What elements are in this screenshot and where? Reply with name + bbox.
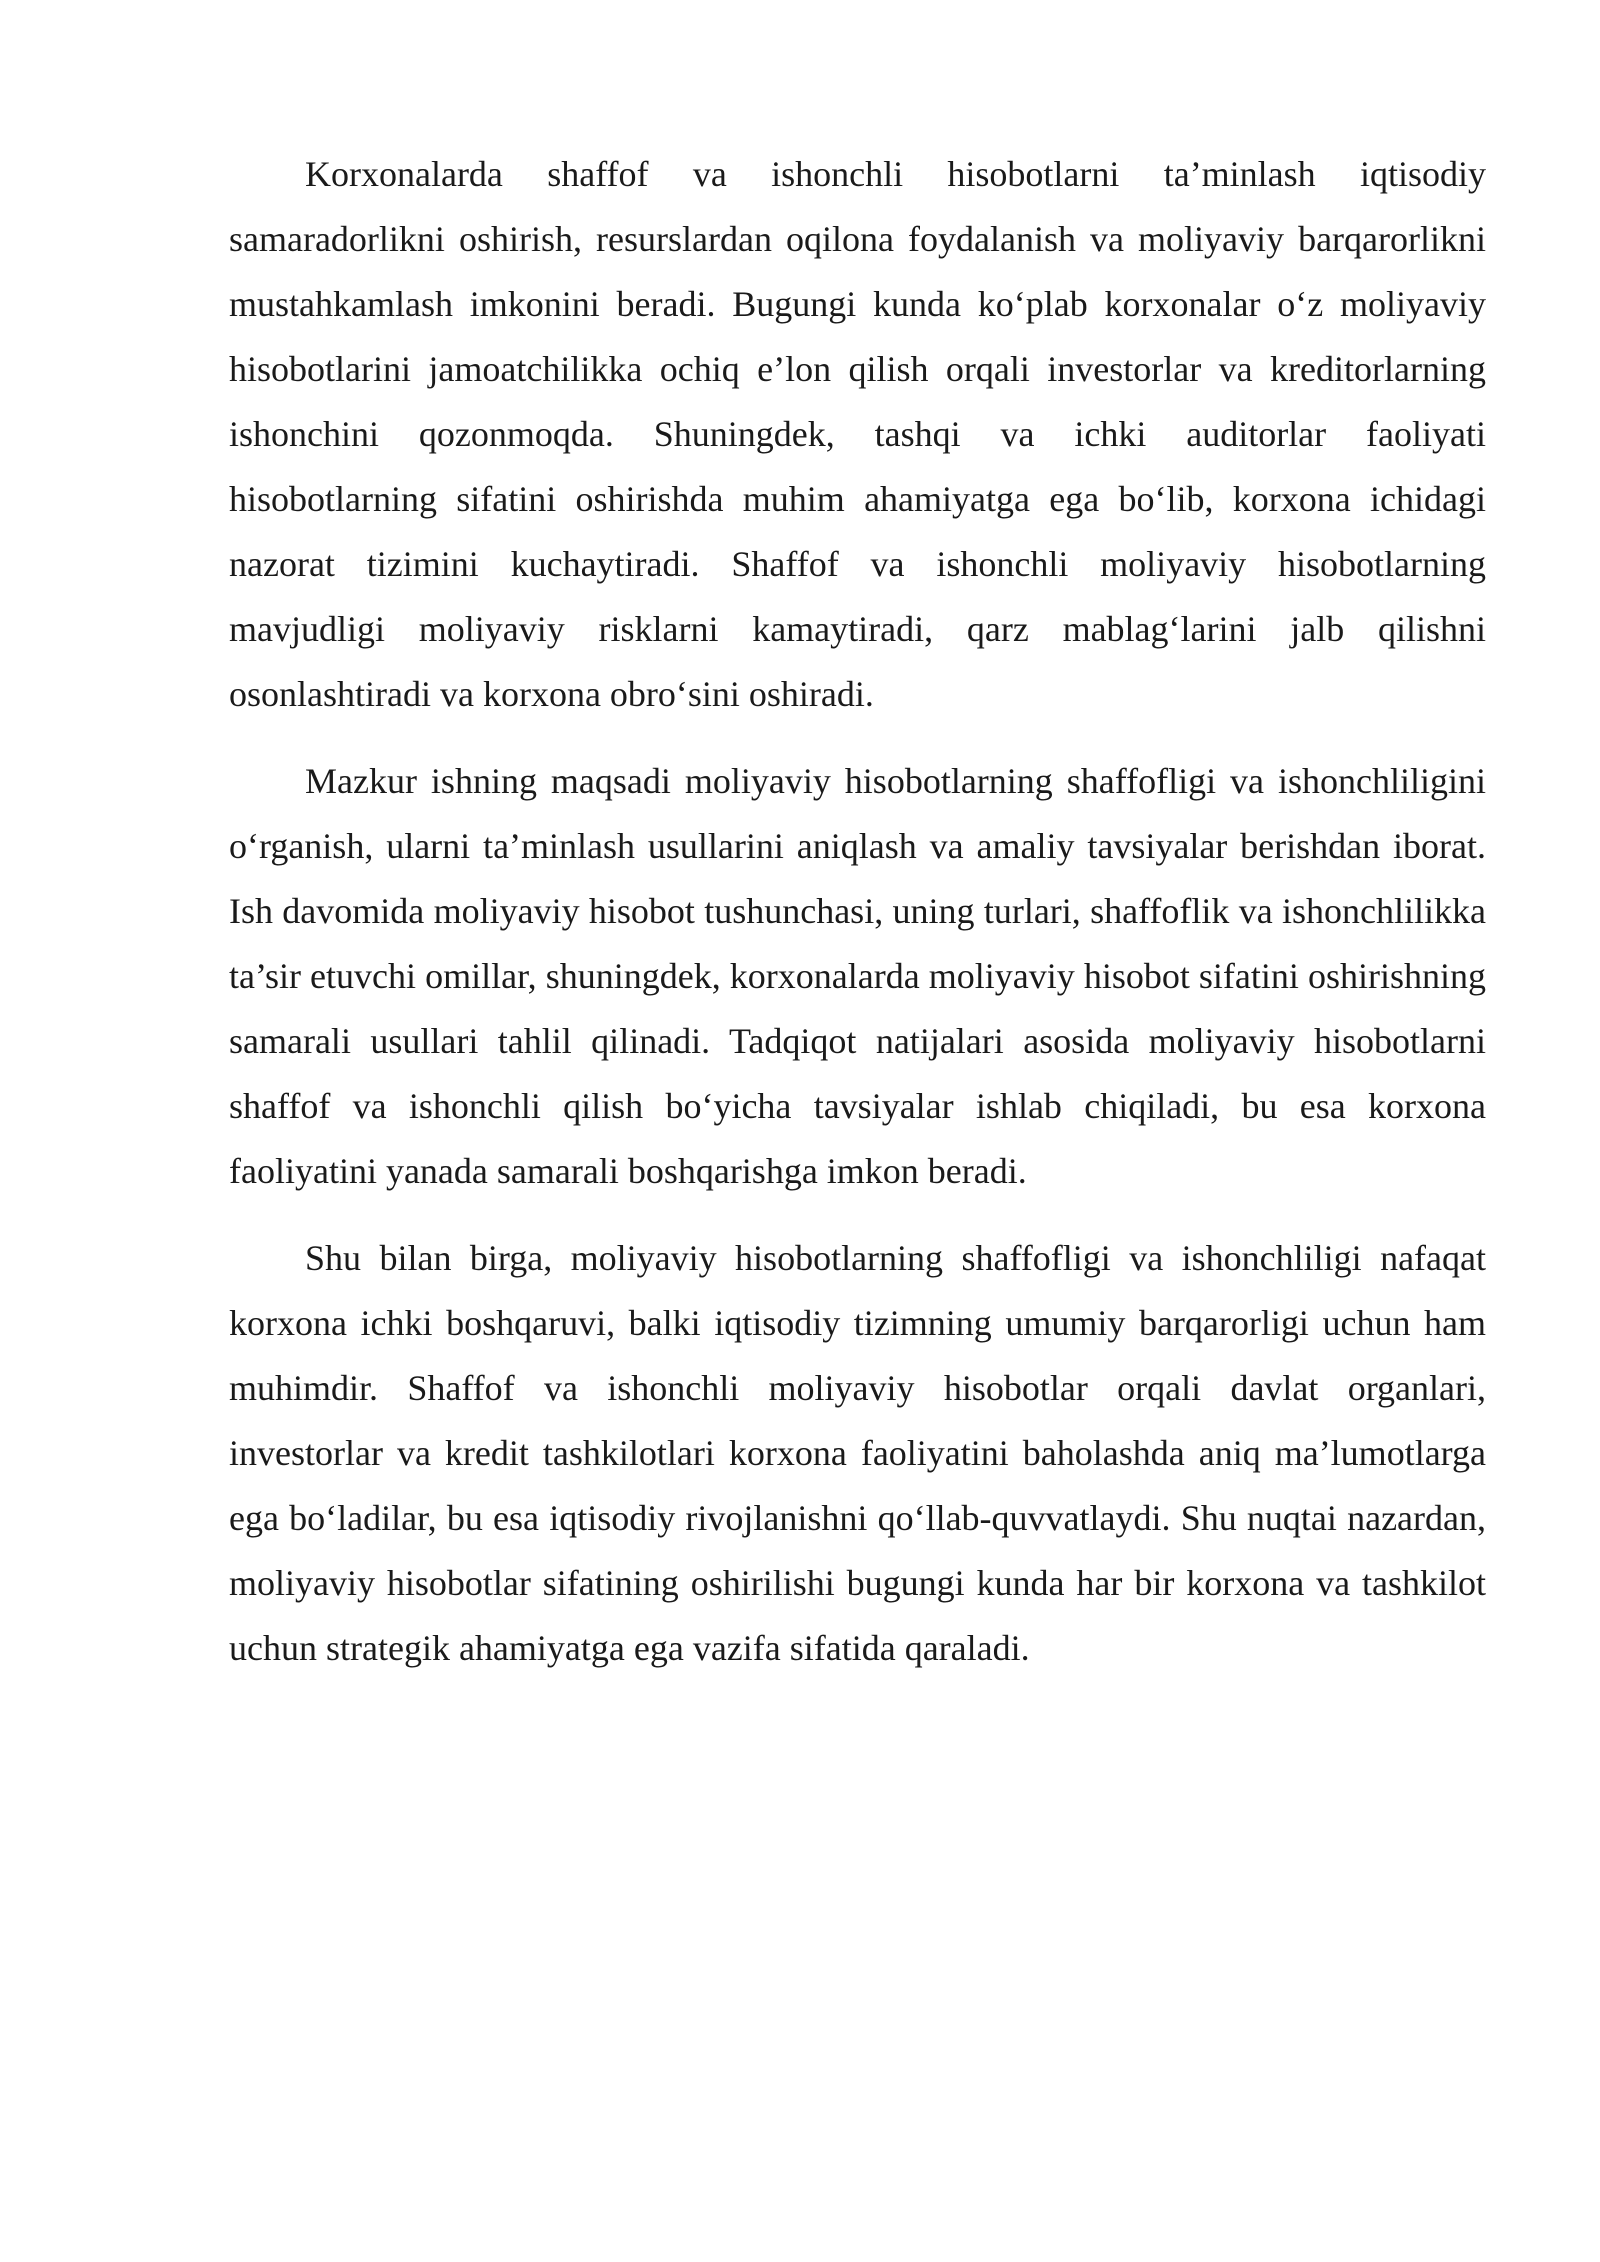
- document-body: [229, 142, 1486, 1703]
- paragraph-2: Mazkur ishning maqsadi moliyaviy hisobotlarning shaffofligi va ishonchliligini o‘rganish, ularni ta’minlash usullarini aniqlash va amaliy tavsiyalar berishdan iborat. Ish davomida moliyaviy hisobot tushunchasi, uning turlari, shaffoflik va ishonchlilikka ta’sir etuvchi omillar, shuningdek, korxonalarda moliyaviy hisobot sifatini oshirishning samarali usullari tahlil qilinadi. Tadqiqot natijalari asosida moliyaviy hisobotlarni shaffof va ishonchli qilish bo‘yicha tavsiyalar ishlab chiqiladi, bu esa korxona faoliyatini yanada samarali boshqarishga imkon beradi.: [229, 761, 1486, 1191]
- paragraph-1: Korxonalarda shaffof va ishonchli hisobotlarni ta’minlash iqtisodiy samaradorlikni oshirish, resurslardan oqilona foydalanish va moliyaviy barqarorlikni mustahkamlash imkonini beradi. Bugungi kunda ko‘plab korxonalar o‘z moliyaviy hisobotlarini jamoatchilikka ochiq e’lon qilish orqali investorlar va kreditorlarning ishonchini qozonmoqda. Shuningdek, tashqi va ichki auditorlar faoliyati hisobotlarning sifatini oshirishda muhim ahamiyatga ega bo‘lib, korxona ichidagi nazorat tizimini kuchaytiradi. Shaffof va ishonchli moliyaviy hisobotlarning mavjudligi moliyaviy risklarni kamaytiradi, qarz mablag‘larini jalb qilishni osonlashtiradi va korxona obro‘sini oshiradi.: [229, 154, 1486, 714]
- paragraph-3: Shu bilan birga, moliyaviy hisobotlarning shaffofligi va ishonchliligi nafaqat korxona ichki boshqaruvi, balki iqtisodiy tizimning umumiy barqarorligi uchun ham muhimdir. Shaffof va ishonchli moliyaviy hisobotlar orqali davlat organlari, investorlar va kredit tashkilotlari korxona faoliyatini baholashda aniq ma’lumotlarga ega bo‘ladilar, bu esa iqtisodiy rivojlanishni qo‘llab-quvvatlaydi. Shu nuqtai nazardan, moliyaviy hisobotlar sifatining oshirilishi bugungi kunda har bir korxona va tashkilot uchun strategik ahamiyatga ega vazifa sifatida qaraladi.: [229, 1238, 1486, 1668]
